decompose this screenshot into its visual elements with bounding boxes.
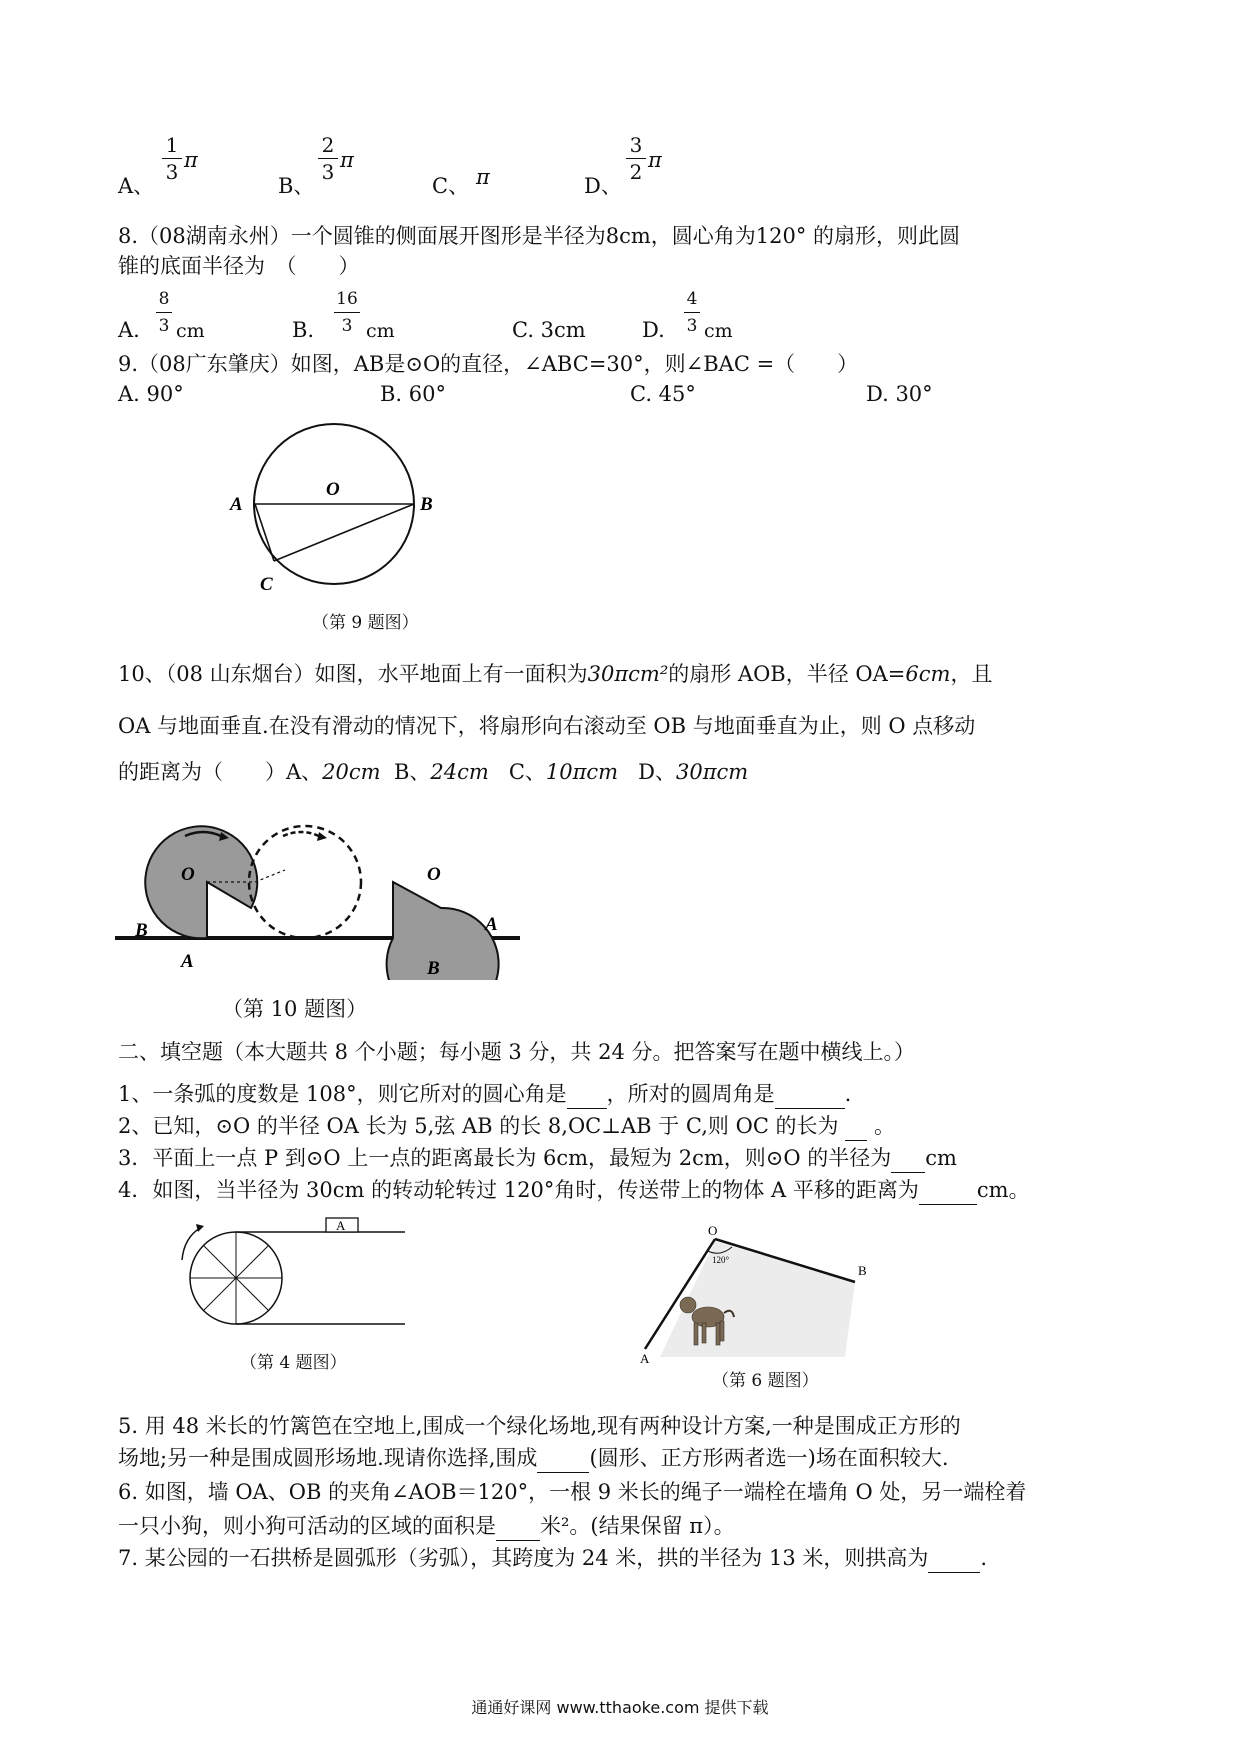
fig6-label-b: B [858, 1263, 867, 1278]
fill-q7-blank [928, 1544, 980, 1573]
q9-label-a: A [230, 494, 243, 515]
q9-option-c: C. 45° [630, 382, 696, 406]
q10-arrowhead-2 [317, 832, 327, 841]
fill-q3: 3．平面上一点 P 到⊙O 上一点的距离最长为 6cm，最短为 2cm，则⊙O 的半径为 cm [118, 1144, 957, 1173]
q9-chord-ac [255, 504, 274, 561]
fig6-label-angle: 120° [712, 1255, 730, 1265]
q8-option-c: C. 3cm [512, 318, 586, 342]
q10-stem-line1: 10、（08 山东烟台）如图，水平地面上有一面积为30πcm²的扇形 AOB，半径 OA=6cm，且 [118, 662, 993, 686]
fill-q4-blank [919, 1176, 977, 1205]
q9-option-a: A. 90° [118, 382, 184, 406]
q8-option-d-label: D. [642, 318, 665, 342]
fig4-conveyor [170, 1208, 410, 1338]
fill-q4: 4．如图，当半径为 30cm 的转动轮转过 120°角时，传送带上的物体 A 平移的距离为 cm。 [118, 1176, 1030, 1205]
q7-option-d-pi: π [648, 148, 662, 172]
q7-option-c-value: π [476, 165, 490, 189]
q10-label-b1: B [135, 920, 148, 941]
q8-stem-line2: 锥的底面半径为 （ ） [118, 254, 360, 278]
q9-label-o: O [326, 479, 340, 500]
q7-option-c-label: C、 [432, 174, 470, 198]
q8-option-b-unit: cm [366, 320, 395, 342]
q10-dashed-circle [249, 826, 361, 938]
q9-caption: （第 9 题图） [312, 613, 419, 633]
fill-q6-line2: 一只小狗，则小狗可活动的区域的面积是 米²。(结果保留 π）。 [118, 1512, 735, 1541]
fill-q7: 7. 某公园的一石拱桥是圆弧形（劣弧），其跨度为 24 米，拱的半径为 13 米，则拱高为 . [118, 1544, 987, 1573]
fill-q6-blank [496, 1512, 540, 1541]
q9-label-c: C [260, 574, 273, 595]
fill-q1: 1、一条弧的度数是 108°，则它所对的圆心角是 ，所对的圆周角是 . [118, 1080, 851, 1109]
q7-option-b-label: B、 [278, 174, 315, 198]
q9-chord-bc [274, 504, 414, 561]
q7-option-b-pi: π [340, 148, 354, 172]
q10-figure [115, 820, 525, 980]
fig6-label-a: A [640, 1351, 650, 1365]
q10-label-a2: A [485, 914, 498, 935]
fig6-wall-dog [640, 1225, 890, 1365]
q9-option-d: D. 30° [866, 382, 933, 406]
fill-q6-line1: 6. 如图，墙 OA、OB 的夹角∠AOB＝120°，一根 9 米长的绳子一端栓在墙角 O 处，另一端栓着 [118, 1480, 1027, 1504]
q10-stem-line3: 的距离为（ ）A、20cm B、24cm C、10πcm D、30πcm [118, 760, 749, 784]
q10-label-b2: B [427, 958, 440, 979]
q10-sector-2 [387, 882, 499, 980]
q10-dashed-radius-1 [255, 870, 285, 882]
q10-sector-1 [145, 826, 257, 938]
fill-q2: 2、已知，⊙O 的半径 OA 长为 5,弦 AB 的长 8,OC⊥AB 于 C,则 OC 的长为 。 [118, 1112, 895, 1141]
fig4-label-a: A [336, 1218, 346, 1233]
q10-label-a1: A [181, 951, 194, 972]
q10-rotation-arrow-2 [283, 832, 319, 836]
q8-option-b-label: B. [292, 318, 315, 342]
q7-option-d-fraction: 3 2 [626, 134, 646, 183]
fill-q1-blank-2 [775, 1080, 845, 1109]
q8-option-a-label: A. [118, 318, 140, 342]
q8-option-d-fraction: 4 3 [684, 288, 700, 337]
fill-q5-line2: 场地;另一种是围成圆形场地.现请你选择,围成 (圆形、正方形两者选一)场在面积较大. [118, 1444, 949, 1473]
fill-q2-blank [845, 1112, 867, 1141]
q10-stem-line2: OA 与地面垂直.在没有滑动的情况下，将扇形向右滚动至 OB 与地面垂直为止，则 O 点移动 [118, 714, 976, 738]
q7-option-a-label: A、 [118, 174, 155, 198]
fill-q5-blank [537, 1444, 589, 1473]
q10-label-o2: O [427, 864, 441, 885]
q7-option-b-fraction: 2 3 [318, 134, 338, 183]
q7-option-d-label: D、 [584, 174, 622, 198]
fig4-rotation-arrow [182, 1228, 200, 1260]
page-footer: 通通好课网 www.tthaoke.com 提供下载 [471, 1698, 769, 1717]
q8-stem-line1: 8.（08湖南永州）一个圆锥的侧面展开图形是半径为8cm，圆心角为120° 的扇形，则此圆 [118, 224, 961, 248]
q9-figure [220, 420, 460, 600]
q10-label-o1: O [181, 864, 195, 885]
fig6-label-o: O [708, 1225, 718, 1238]
q8-option-a-unit: cm [176, 320, 205, 342]
q8-option-d-unit: cm [704, 320, 733, 342]
q7-option-a-fraction: 1 3 [162, 134, 182, 183]
fill-q1-blank-1 [567, 1080, 607, 1109]
section2-heading: 二、填空题（本大题共 8 个小题；每小题 3 分，共 24 分。把答案写在题中横线上。） [118, 1040, 915, 1064]
q8-option-a-fraction: 8 3 [156, 288, 172, 337]
q9-label-b: B [420, 494, 433, 515]
q9-option-b: B. 60° [380, 382, 447, 406]
fig6-caption: （第 6 题图） [712, 1371, 819, 1391]
fig4-caption: （第 4 题图） [240, 1353, 347, 1373]
q10-caption: （第 10 题图） [222, 997, 368, 1021]
q9-stem: 9.（08广东肇庆）如图，AB是⊙O的直径，∠ABC=30°，则∠BAC =（ ） [118, 352, 859, 376]
fill-q3-blank [891, 1144, 925, 1173]
q8-option-b-fraction: 16 3 [334, 288, 360, 337]
fill-q5-line1: 5. 用 48 米长的竹篱笆在空地上,围成一个绿化场地,现有两种设计方案,一种是围成正方形的 [118, 1414, 961, 1438]
q7-option-a-pi: π [184, 148, 198, 172]
